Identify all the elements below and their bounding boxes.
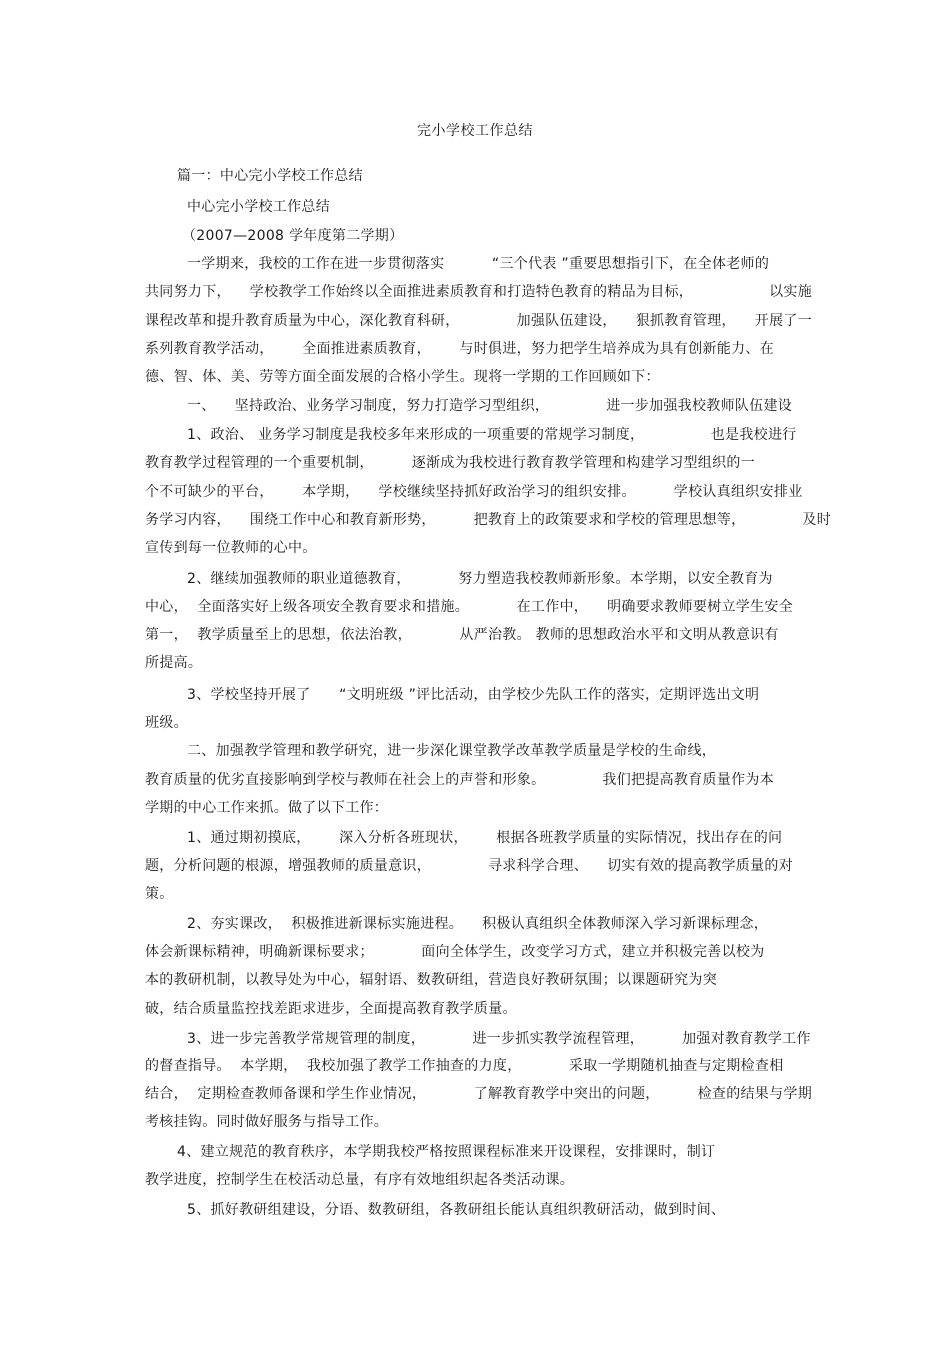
- paragraph-line: 2、夯实课改， 积极推进新课标实施进程。 积极认真组织全体教师深入学习新课标理念，: [187, 916, 769, 932]
- paragraph-line: 个不可缺少的平台， 本学期， 学校继续坚持抓好政治学习的组织安排。 学校认真组织安排业: [145, 484, 803, 500]
- paragraph-line: 一学期来，我校的工作在进一步贯彻落实 “三个代表 ”重要思想指引下，在全体老师的: [187, 256, 770, 272]
- paragraph-line: 3、学校坚持开展了 “文明班级 ”评比活动，由学校少先队工作的落实，定期评选出文明: [187, 687, 760, 703]
- paragraph-line: 德、智、体、美、劳等方面全面发展的合格小学生。现将一学期的工作回顾如下：: [145, 369, 660, 385]
- paragraph-line: 本的教研机制，以教导处为中心，辐射语、数教研组，营造良好教研氛围；以课题研究为突: [145, 972, 717, 988]
- paragraph-line: 学期的中心工作来抓。做了以下工作：: [145, 800, 389, 816]
- paragraph-line: 第一， 教学质量至上的思想，依法治教， 从严治教。 教师的思想政治水平和文明从教意识有: [145, 627, 779, 643]
- paragraph-line: 宣传到每一位教师的心中。: [145, 540, 317, 556]
- term-label: （2007—2008 学年度第二学期）: [182, 228, 404, 244]
- paragraph-line: 2、继续加强教师的职业道德教育， 努力塑造我校教师新形象。本学期，以安全教育为: [187, 571, 773, 587]
- paragraph-line: 1、通过期初摸底， 深入分析各班现状， 根据各班教学质量的实际情况，找出存在的问: [187, 830, 783, 846]
- paragraph-line: 1、政治、 业务学习制度是我校多年来形成的一项重要的常规学习制度， 也是我校进行: [187, 427, 797, 443]
- subtitle: 中心完小学校工作总结: [187, 199, 330, 215]
- paragraph-line: 体会新课标精神，明确新课标要求； 面向全体学生，改变学习方式，建立并积极完善以校为: [145, 944, 765, 960]
- paragraph-line: 5、抓好教研组建设，分语、数教研组，各教研组长能认真组织教研活动，做到时间、: [187, 1202, 726, 1218]
- paragraph-line: 题，分析问题的根源，增强教师的质量意识， 寻求科学合理、 切实有效的提高教学质量的对: [145, 858, 793, 874]
- paragraph-line: 系列教育教学活动， 全面推进素质教育， 与时俱进，努力把学生培养成为具有创新能力、在: [145, 341, 774, 357]
- paragraph-line: 所提高。: [145, 655, 203, 671]
- paragraph-line: 课程改革和提升教育质量为中心，深化教育科研， 加强队伍建设， 狠抓教育管理， 开展了一: [145, 313, 813, 329]
- paragraph-line: 3、进一步完善教学常规管理的制度， 进一步抓实教学流程管理， 加强对教育教学工作: [187, 1031, 811, 1047]
- paragraph-line: 考核挂钩。同时做好服务与指导工作。: [145, 1114, 389, 1130]
- paragraph-line: 的督查指导。 本学期， 我校加强了教学工作抽查的力度， 采取一学期随机抽查与定期检查相: [145, 1058, 784, 1074]
- section-heading-1: 篇一：中心完小学校工作总结: [177, 168, 363, 184]
- document-title: 完小学校工作总结: [417, 123, 533, 139]
- section-heading-3: 二、加强教学管理和教学研究，进一步深化课堂教学改革教学质量是学校的生命线，: [187, 743, 717, 759]
- section-heading-2: 一、 坚持政治、业务学习制度，努力打造学习型组织， 进一步加强我校教师队伍建设: [187, 398, 793, 414]
- paragraph-line: 中心， 全面落实好上级各项安全教育要求和措施。 在工作中， 明确要求教师要树立学生安全: [145, 599, 793, 615]
- paragraph-line: 共同努力下， 学校教学工作始终以全面推进素质教育和打造特色教育的精品为目标， 以实施: [145, 284, 813, 300]
- paragraph-line: 教育质量的优劣直接影响到学校与教师在社会上的声誉和形象。 我们把提高教育质量作为本: [145, 772, 774, 788]
- paragraph-line: 策。: [145, 886, 174, 902]
- paragraph-line: 4、建立规范的教育秩序，本学期我校严格按照课程标准来开设课程，安排课时，制订: [177, 1144, 716, 1160]
- paragraph-line: 教育教学过程管理的一个重要机制， 逐渐成为我校进行教育教学管理和构建学习型组织的一: [145, 455, 755, 471]
- paragraph-line: 务学习内容， 围绕工作中心和教育新形势， 把教育上的政策要求和学校的管理思想等， 及时: [145, 512, 832, 528]
- paragraph-line: 教学进度，控制学生在校活动总量，有序有效地组织起各类活动课。: [145, 1172, 574, 1188]
- paragraph-line: 班级。: [145, 715, 188, 731]
- paragraph-line: 结合， 定期检查教师备课和学生作业情况， 了解教育教学中突出的问题， 检查的结果与学期: [145, 1086, 813, 1102]
- paragraph-line: 破，结合质量监控找差距求进步，全面提高教育教学质量。: [145, 1001, 517, 1017]
